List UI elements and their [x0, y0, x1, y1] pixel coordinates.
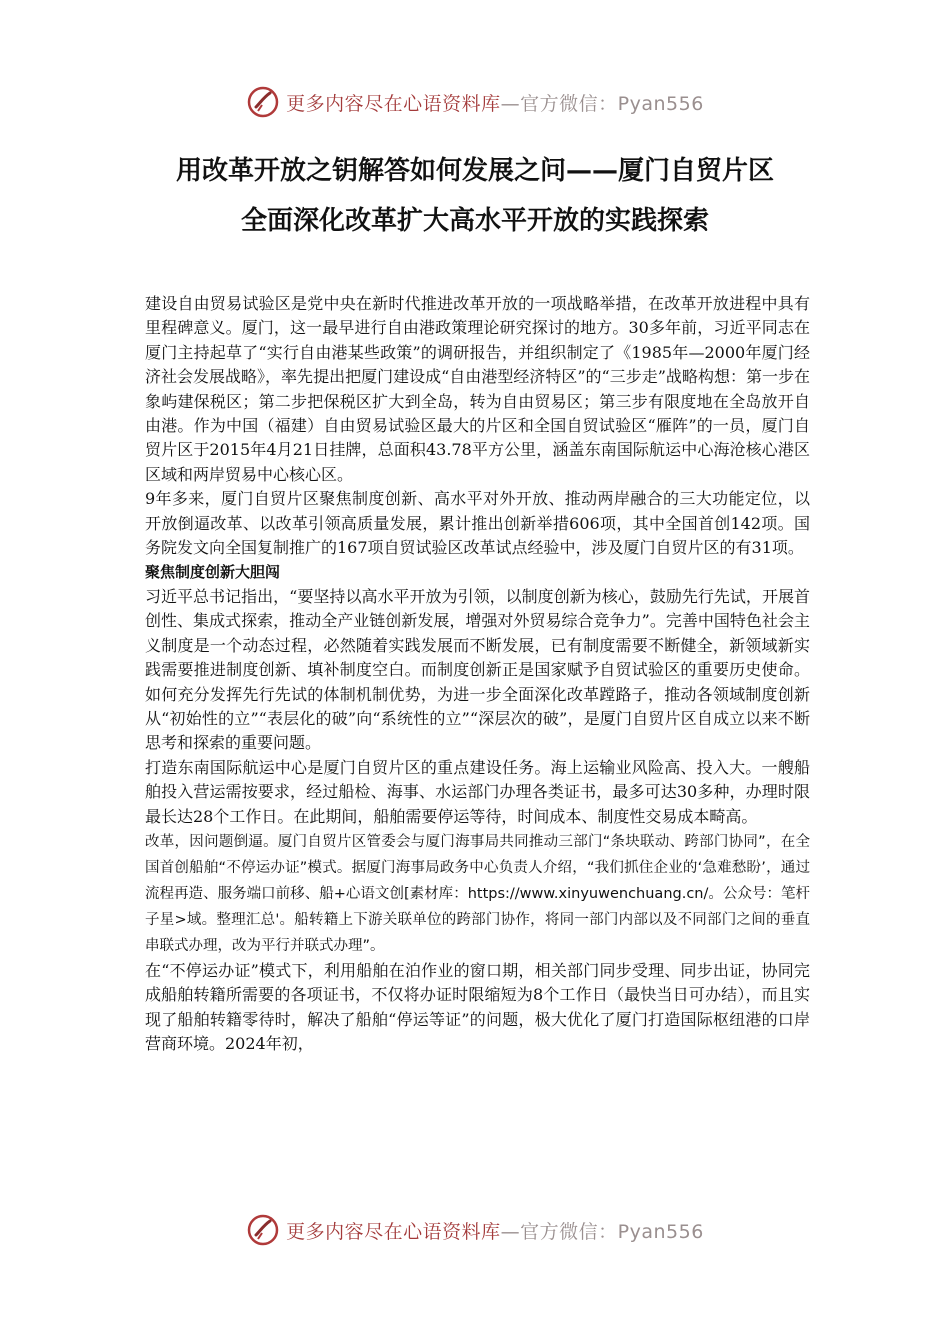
brush-logo-icon	[246, 85, 280, 119]
header-banner	[0, 80, 950, 124]
brush-logo-icon	[246, 1213, 280, 1247]
banner-lead: 更多内容尽在心语资料库	[286, 1220, 501, 1243]
paragraph: 习近平总书记指出，“要坚持以高水平开放为引领，以制度创新为核心，鼓励先行先试，开展首创性、集成式探索，推动全产业链创新发展，增强对外贸易综合竞争力”。完善中国特色社会主义制度是一个动态过程，必然随着实践发展而不断发展，已有制度需要不断健全，新领域新实践需要推进制度创新、填补制度空白。而制度创新正是国家赋予自贸试验区的重要历史使命。如何充分发挥先行先试的体制机制优势，为进一步全面深化改革蹚路子，推动各领域制度创新从“初始性的立”“表层化的破”向“系统性的立”“深层次的破”，是厦门自贸片区自成立以来不断思考和探索的重要问题。	[145, 586, 810, 753]
paragraph: 在“不停运办证”模式下，利用船舶在泊作业的窗口期，相关部门同步受理、同步出证，协同完成船舶转籍所需要的各项证书，不仅将办证时限缩短为8个工作日（最快当日可办结），而且实现了船舶转籍零待时，解决了船舶“停运等证”的问题，极大优化了厦门打造国际枢纽港的口岸营商环境。2024年初，	[145, 960, 810, 1054]
banner-wechat: —官方微信：Pyan556	[500, 92, 704, 115]
banner-lead: 更多内容尽在心语资料库	[286, 92, 501, 115]
doc-title-line-2: 全面深化改革扩大高水平开放的实践探索	[240, 206, 709, 236]
paragraph: 建设自由贸易试验区是党中央在新时代推进改革开放的一项战略举措，在改革开放进程中具有里程碑意义。厦门，这一最早进行自由港政策理论研究探讨的地方。30多年前，习近平同志在厦门主持起草了“实行自由港某些政策”的调研报告，并组织制定了《1985年—2000年厦门经济社会发展战略》，率先提出把厦门建设成“自由港型经济特区”的“三步走”战略构想：第一步在象屿建保税区；第二步把保税区扩大到全岛，转为自由贸易区；第三步有限度地在全岛放开自由港。作为中国（福建）自由贸易试验区最大的片区和全国自贸试验区“雁阵”的一员，厦门自贸片区于2015年4月21日挂牌，总面积43.78平方公里，涵盖东南国际航运中心海沧核心港区区域和两岸贸易中心核心区。	[145, 294, 810, 484]
section-heading: 聚焦制度创新大胆闯	[145, 563, 281, 582]
footer-banner	[0, 1208, 950, 1252]
paragraph: 9年多来，厦门自贸片区聚焦制度创新、高水平对外开放、推动两岸融合的三大功能定位，以开放倒逼改革、以改革引领高质量发展，累计推出创新举措606项，其中全国首创142项。国务院发文向全国复制推广的167项自贸试验区改革试点经验中，涉及厦门自贸片区的有31项。	[145, 489, 810, 558]
article-body	[145, 292, 810, 1057]
paragraph: 改革，因问题倒逼。厦门自贸片区管委会与厦门海事局共同推动三部门“条块联动、跨部门协同”，在全国首创船舶“不停运办证”模式。据厦门海事局政务中心负责人介绍，“我们抓住企业的‘急难愁盼’，通过流程再造、服务端口前移、船+心语文创[素材库：https://www.xinyuwenchuang.cn/。公众号：笔杆子星>域。整理汇总'。船转籍上下游关联单位的跨部门协作，将同一部门内部以及不同部门之间的垂直串联式办理，改为平行并联式办理”。	[145, 833, 810, 954]
banner-text	[286, 89, 704, 116]
paragraph: 打造东南国际航运中心是厦门自贸片区的重点建设任务。海上运输业风险高、投入大。一艘船舶投入营运需按要求，经过船检、海事、水运部门办理各类证书，最多可达30多种，办理时限最长达28个工作日。在此期间，船舶需要停运等待，时间成本、制度性交易成本畸高。	[145, 757, 810, 826]
banner-wechat: —官方微信：Pyan556	[500, 1220, 704, 1243]
doc-title-line-1: 用改革开放之钥解答如何发展之问——厦门自贸片区	[175, 156, 774, 186]
banner-text	[286, 1217, 704, 1244]
